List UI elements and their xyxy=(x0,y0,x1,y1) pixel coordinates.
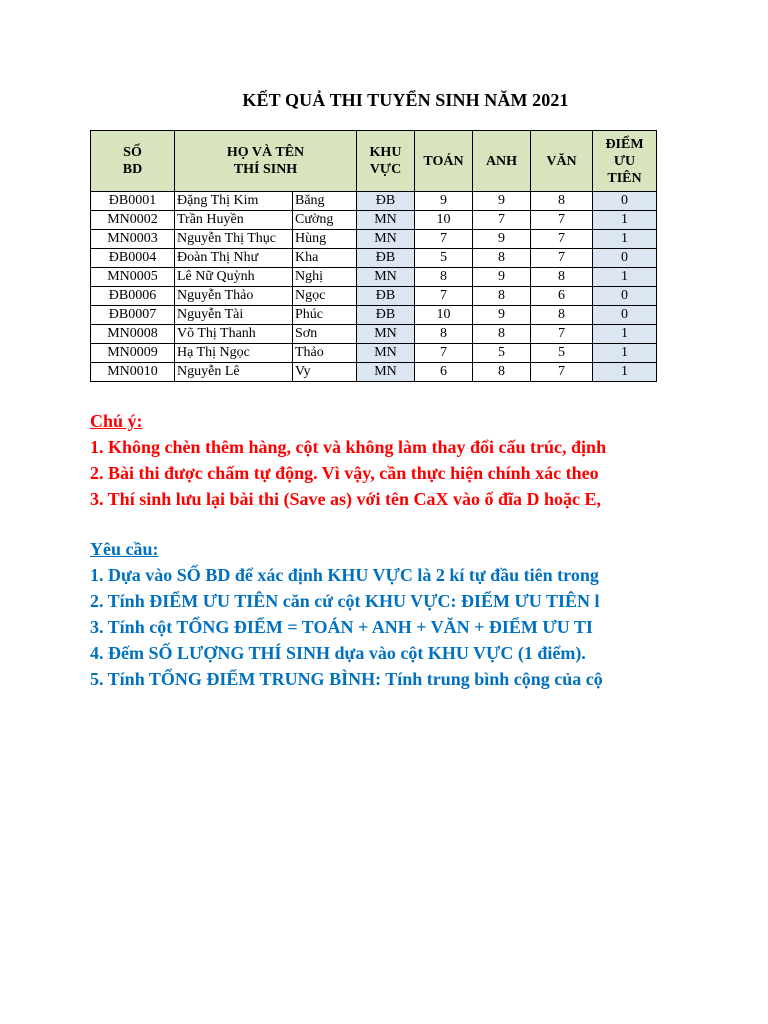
cell-toan[interactable]: 5 xyxy=(415,249,473,268)
notes-heading: Chú ý: xyxy=(90,411,143,431)
table-row xyxy=(91,363,657,382)
cell-ho[interactable]: Nguyễn Thị Thục xyxy=(175,230,293,249)
cell-van[interactable]: 6 xyxy=(531,287,593,306)
cell-toan[interactable]: 9 xyxy=(415,192,473,211)
cell-khu-vuc[interactable]: MN xyxy=(357,325,415,344)
cell-diem-uu-tien[interactable]: 1 xyxy=(593,211,657,230)
table-row xyxy=(91,230,657,249)
cell-anh[interactable]: 5 xyxy=(473,344,531,363)
cell-anh[interactable]: 8 xyxy=(473,287,531,306)
cell-ten[interactable]: Băng xyxy=(293,192,357,211)
requirement-item: 2. Tính ĐIỂM ƯU TIÊN căn cứ cột KHU VỰC: ĐIỂM ƯU TIÊN l xyxy=(90,591,600,611)
cell-diem-uu-tien[interactable]: 1 xyxy=(593,268,657,287)
cell-toan[interactable]: 7 xyxy=(415,287,473,306)
cell-anh[interactable]: 9 xyxy=(473,306,531,325)
cell-khu-vuc[interactable]: ĐB xyxy=(357,287,415,306)
header-anh[interactable]: ANH xyxy=(473,131,531,192)
cell-sobd[interactable]: MN0010 xyxy=(91,363,175,382)
cell-khu-vuc[interactable]: ĐB xyxy=(357,306,415,325)
table-row xyxy=(91,344,657,363)
cell-ho[interactable]: Võ Thị Thanh xyxy=(175,325,293,344)
cell-sobd[interactable]: MN0003 xyxy=(91,230,175,249)
cell-ten[interactable]: Ngọc xyxy=(293,287,357,306)
cell-van[interactable]: 8 xyxy=(531,268,593,287)
page-title: KẾT QUẢ THI TUYỂN SINH NĂM 2021 xyxy=(242,90,569,110)
cell-van[interactable]: 8 xyxy=(531,192,593,211)
requirements-section xyxy=(90,536,660,692)
cell-khu-vuc[interactable]: MN xyxy=(357,268,415,287)
table-row xyxy=(91,211,657,230)
cell-anh[interactable]: 9 xyxy=(473,192,531,211)
cell-ten[interactable]: Phúc xyxy=(293,306,357,325)
table-row xyxy=(91,268,657,287)
cell-van[interactable]: 7 xyxy=(531,363,593,382)
cell-anh[interactable]: 7 xyxy=(473,211,531,230)
note-item: 2. Bài thi được chấm tự động. Vì vậy, cần thực hiện chính xác theo xyxy=(90,463,599,483)
table-row xyxy=(91,287,657,306)
cell-ho[interactable]: Nguyễn Lê xyxy=(175,363,293,382)
cell-sobd[interactable]: ĐB0006 xyxy=(91,287,175,306)
cell-toan[interactable]: 7 xyxy=(415,230,473,249)
note-item: 1. Không chèn thêm hàng, cột và không làm thay đổi cấu trúc, định xyxy=(90,437,607,457)
cell-van[interactable]: 8 xyxy=(531,306,593,325)
requirement-item: 3. Tính cột TỔNG ĐIỂM = TOÁN + ANH + VĂN + ĐIỂM ƯU TI xyxy=(90,617,593,637)
results-table xyxy=(90,130,657,382)
cell-anh[interactable]: 8 xyxy=(473,325,531,344)
cell-ten[interactable]: Thảo xyxy=(293,344,357,363)
header-sobd[interactable]: SỐ BD xyxy=(91,131,175,192)
cell-anh[interactable]: 9 xyxy=(473,230,531,249)
header-van[interactable]: VĂN xyxy=(531,131,593,192)
header-toan[interactable]: TOÁN xyxy=(415,131,473,192)
cell-ho[interactable]: Hạ Thị Ngọc xyxy=(175,344,293,363)
cell-diem-uu-tien[interactable]: 1 xyxy=(593,325,657,344)
table-body xyxy=(91,192,657,382)
cell-van[interactable]: 7 xyxy=(531,230,593,249)
cell-toan[interactable]: 7 xyxy=(415,344,473,363)
cell-ho[interactable]: Đoàn Thị Như xyxy=(175,249,293,268)
cell-van[interactable]: 5 xyxy=(531,344,593,363)
cell-ten[interactable]: Hùng xyxy=(293,230,357,249)
cell-khu-vuc[interactable]: MN xyxy=(357,363,415,382)
cell-anh[interactable]: 9 xyxy=(473,268,531,287)
cell-khu-vuc[interactable]: MN xyxy=(357,230,415,249)
cell-toan[interactable]: 8 xyxy=(415,325,473,344)
cell-anh[interactable]: 8 xyxy=(473,249,531,268)
cell-toan[interactable]: 6 xyxy=(415,363,473,382)
cell-van[interactable]: 7 xyxy=(531,211,593,230)
cell-toan[interactable]: 10 xyxy=(415,306,473,325)
cell-ho[interactable]: Nguyễn Tài xyxy=(175,306,293,325)
table-row xyxy=(91,192,657,211)
cell-khu-vuc[interactable]: ĐB xyxy=(357,249,415,268)
header-khu-vuc[interactable]: KHU VỰC xyxy=(357,131,415,192)
note-item: 3. Thí sinh lưu lại bài thi (Save as) với tên CaX vào ổ đĩa D hoặc E, xyxy=(90,489,602,509)
requirement-item: 1. Dựa vào SỐ BD để xác định KHU VỰC là 2 kí tự đầu tiên trong xyxy=(90,565,599,585)
header-diem-uu-tien[interactable]: ĐIỂM ƯU TIÊN xyxy=(593,131,657,192)
cell-ten[interactable]: Sơn xyxy=(293,325,357,344)
cell-diem-uu-tien[interactable]: 0 xyxy=(593,249,657,268)
table-row xyxy=(91,249,657,268)
cell-ho[interactable]: Nguyễn Thảo xyxy=(175,287,293,306)
cell-diem-uu-tien[interactable]: 0 xyxy=(593,306,657,325)
cell-sobd[interactable]: ĐB0007 xyxy=(91,306,175,325)
cell-ho[interactable]: Lê Nữ Quỳnh xyxy=(175,268,293,287)
cell-toan[interactable]: 10 xyxy=(415,211,473,230)
requirements-heading: Yêu cầu: xyxy=(90,539,159,559)
cell-sobd[interactable]: MN0009 xyxy=(91,344,175,363)
cell-sobd[interactable]: ĐB0001 xyxy=(91,192,175,211)
cell-ten[interactable]: Cường xyxy=(293,211,357,230)
cell-diem-uu-tien[interactable]: 0 xyxy=(593,192,657,211)
cell-ten[interactable]: Kha xyxy=(293,249,357,268)
header-ho-ten[interactable]: HỌ VÀ TÊN THÍ SINH xyxy=(175,131,357,192)
cell-ho[interactable]: Đặng Thị Kim xyxy=(175,192,293,211)
cell-khu-vuc[interactable]: MN xyxy=(357,211,415,230)
cell-ten[interactable]: Nghị xyxy=(293,268,357,287)
cell-ten[interactable]: Vy xyxy=(293,363,357,382)
cell-anh[interactable]: 8 xyxy=(473,363,531,382)
table-row xyxy=(91,306,657,325)
cell-sobd[interactable]: ĐB0004 xyxy=(91,249,175,268)
requirement-item: 4. Đếm SỐ LƯỢNG THÍ SINH dựa vào cột KHU VỰC (1 điểm). xyxy=(90,643,586,663)
cell-sobd[interactable]: MN0002 xyxy=(91,211,175,230)
cell-khu-vuc[interactable]: MN xyxy=(357,344,415,363)
cell-diem-uu-tien[interactable]: 1 xyxy=(593,363,657,382)
cell-ho[interactable]: Trần Huyền xyxy=(175,211,293,230)
cell-toan[interactable]: 8 xyxy=(415,268,473,287)
cell-sobd[interactable]: MN0008 xyxy=(91,325,175,344)
cell-van[interactable]: 7 xyxy=(531,325,593,344)
cell-diem-uu-tien[interactable]: 1 xyxy=(593,344,657,363)
notes-section xyxy=(90,408,660,512)
cell-diem-uu-tien[interactable]: 0 xyxy=(593,287,657,306)
cell-sobd[interactable]: MN0005 xyxy=(91,268,175,287)
requirement-item: 5. Tính TỔNG ĐIỂM TRUNG BÌNH: Tính trung bình cộng của cộ xyxy=(90,669,603,689)
cell-van[interactable]: 7 xyxy=(531,249,593,268)
cell-khu-vuc[interactable]: ĐB xyxy=(357,192,415,211)
cell-diem-uu-tien[interactable]: 1 xyxy=(593,230,657,249)
table-header-row xyxy=(91,131,657,192)
table-row xyxy=(91,325,657,344)
